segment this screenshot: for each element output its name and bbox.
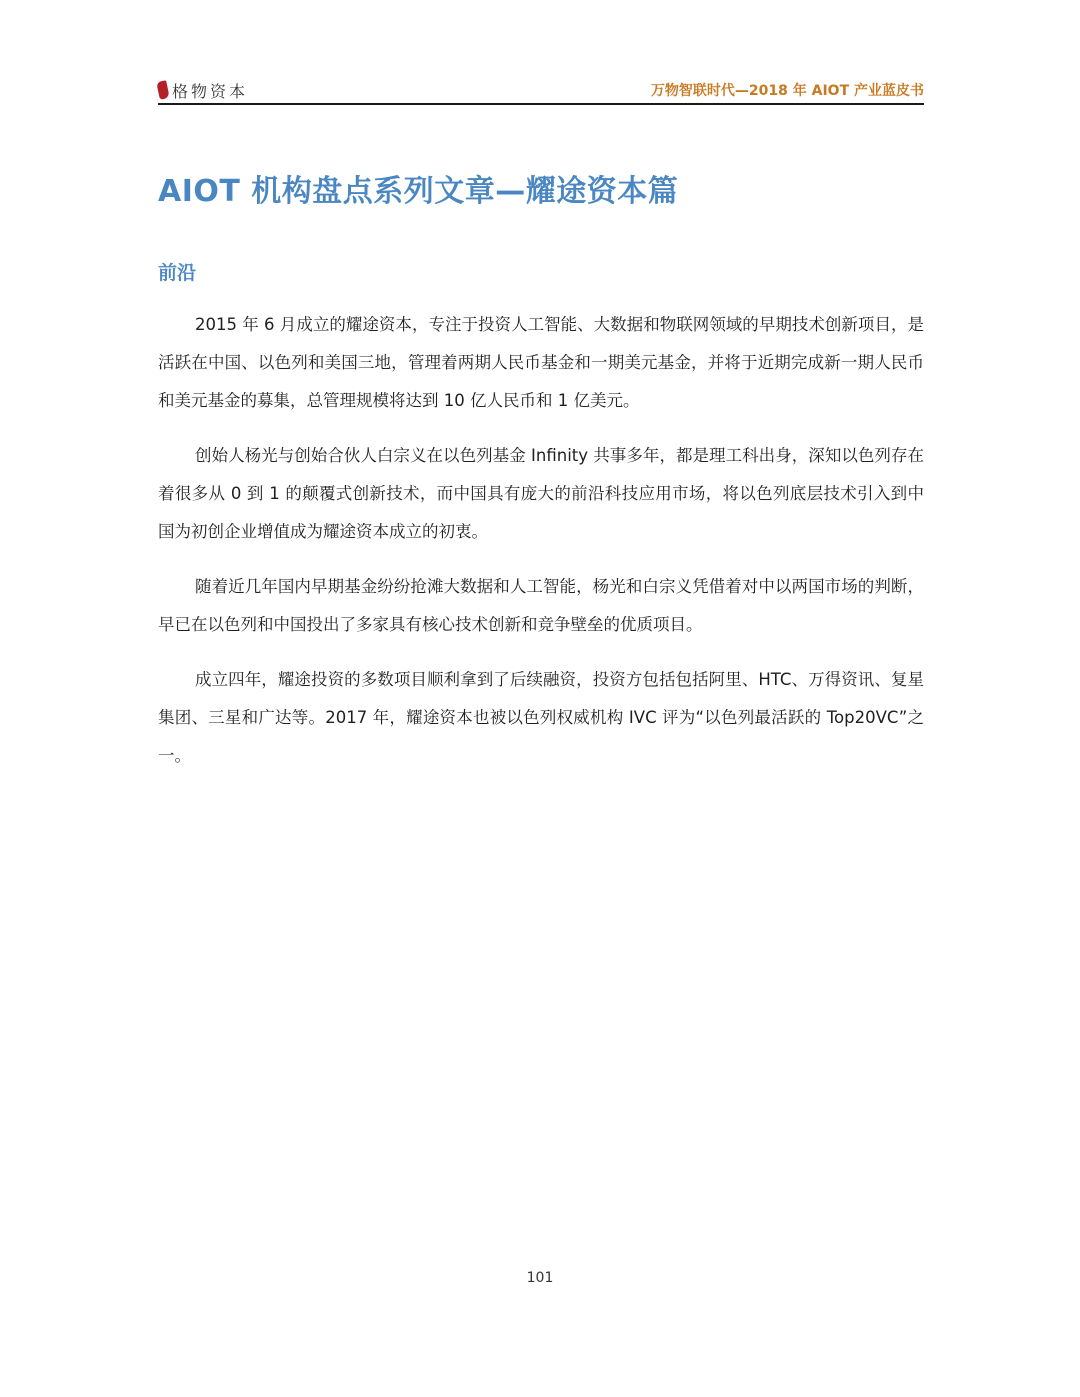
paragraph-3: 随着近几年国内早期基金纷纷抢滩大数据和人工智能，杨光和白宗义凭借着对中以两国市场的判断，早已在以色列和中国投出了多家具有核心技术创新和竞争壁垒的优质项目。 — [158, 577, 924, 634]
logo-text: 格物资本 — [172, 81, 249, 101]
document-title: AIOT 机构盘点系列文章—耀途资本篇 — [158, 174, 679, 209]
running-header-title: 万物智联时代—2018 年 AIOT 产业蓝皮书 — [650, 83, 924, 99]
section-heading: 前沿 — [158, 262, 197, 284]
body-text — [158, 306, 924, 792]
paragraph-1: 2015 年 6 月成立的耀途资本，专注于投资人工智能、大数据和物联网领域的早期技术创新项目，是活跃在中国、以色列和美国三地，管理着两期人民币基金和一期美元基金，并将于近期完成新一期人民币和美元基金的募集，总管理规模将达到 10 亿人民币和 1 亿美元。 — [158, 315, 924, 410]
header-divider — [158, 103, 924, 105]
logo-mark-icon — [156, 80, 170, 100]
page-number: 101 — [526, 1270, 554, 1286]
publisher-logo — [158, 78, 248, 102]
paragraph-4: 成立四年，耀途投资的多数项目顺利拿到了后续融资，投资方包括包括阿里、HTC、万得资讯、复星集团、三星和广达等。2017 年，耀途资本也被以色列权威机构 IVC 评为“以色列最活跃的 Top20VC”之一。 — [158, 670, 924, 765]
paragraph-2: 创始人杨光与创始合伙人白宗义在以色列基金 Infinity 共事多年，都是理工科出身，深知以色列存在着很多从 0 到 1 的颠覆式创新技术，而中国具有庞大的前沿科技应用市场，将以色列底层技术引入到中国为初创企业增值成为耀途资本成立的初衷。 — [158, 446, 924, 541]
page-header — [158, 72, 924, 106]
